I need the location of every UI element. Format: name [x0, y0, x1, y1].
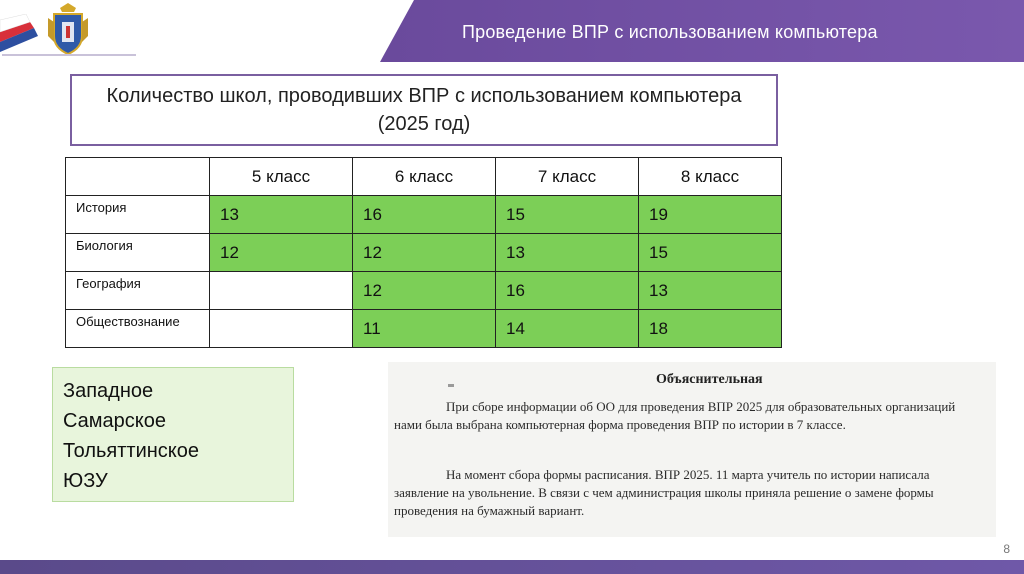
- table-row: [66, 234, 782, 272]
- value-cell: 14: [496, 310, 639, 348]
- note-paragraph: При сборе информации об ОО для проведения ВПР 2025 для образовательных организаций нами была выбрана компьютерная форма проведения ВПР по истории в 7 классе.: [394, 399, 956, 432]
- table-title: Количество школ, проводивших ВПР с использованием компьютера (2025 год): [106, 85, 742, 135]
- value-cell: 19: [639, 196, 782, 234]
- scan-mark: [448, 384, 454, 387]
- page-number: 8: [1003, 542, 1010, 556]
- region-item: Западное: [63, 380, 154, 402]
- schools-table: [65, 157, 782, 348]
- table-header-row: [66, 158, 782, 196]
- subject-cell: Обществознание: [66, 310, 210, 348]
- value-cell: 16: [353, 196, 496, 234]
- note-paragraph: На момент сбора формы расписания. ВПР 2025. 11 марта учитель по истории написала заявление на увольнение. В связи с чем администрация школы приняла решение о замене формы проведения на бумажный вариант.: [394, 467, 934, 518]
- value-cell: 18: [639, 310, 782, 348]
- regions-box: [52, 367, 294, 502]
- coat-of-arms-icon: [44, 2, 92, 56]
- value-cell: 12: [353, 234, 496, 272]
- page-title: Проведение ВПР с использованием компьютера: [462, 22, 878, 42]
- region-item: ЮЗУ: [63, 470, 108, 492]
- empty-cell: [210, 310, 353, 348]
- region-item: Самарское: [63, 410, 167, 432]
- value-cell: 13: [496, 234, 639, 272]
- value-cell: 13: [639, 272, 782, 310]
- value-cell: 13: [210, 196, 353, 234]
- flag-decoration: [0, 14, 40, 58]
- table-row: [66, 272, 782, 310]
- subject-cell: Биология: [66, 234, 210, 272]
- logo-divider: [2, 54, 136, 56]
- value-cell: 16: [496, 272, 639, 310]
- value-cell: 15: [496, 196, 639, 234]
- header-cell-subject: [66, 158, 210, 196]
- subject-cell: История: [66, 196, 210, 234]
- table-title-box: [70, 74, 778, 146]
- value-cell: 15: [639, 234, 782, 272]
- value-cell: 12: [353, 272, 496, 310]
- footer-band: [0, 560, 1024, 574]
- header-cell-grade5: 5 класс: [210, 158, 353, 196]
- table-row: [66, 196, 782, 234]
- header-cell-grade6: 6 класс: [353, 158, 496, 196]
- note-title: Объяснительная: [656, 372, 763, 387]
- explanatory-note-scan: [388, 362, 996, 537]
- empty-cell: [210, 272, 353, 310]
- region-item: Тольяттинское: [63, 440, 200, 462]
- table-row: [66, 310, 782, 348]
- header-cell-grade7: 7 класс: [496, 158, 639, 196]
- value-cell: 12: [210, 234, 353, 272]
- value-cell: 11: [353, 310, 496, 348]
- subject-cell: География: [66, 272, 210, 310]
- header-cell-grade8: 8 класс: [639, 158, 782, 196]
